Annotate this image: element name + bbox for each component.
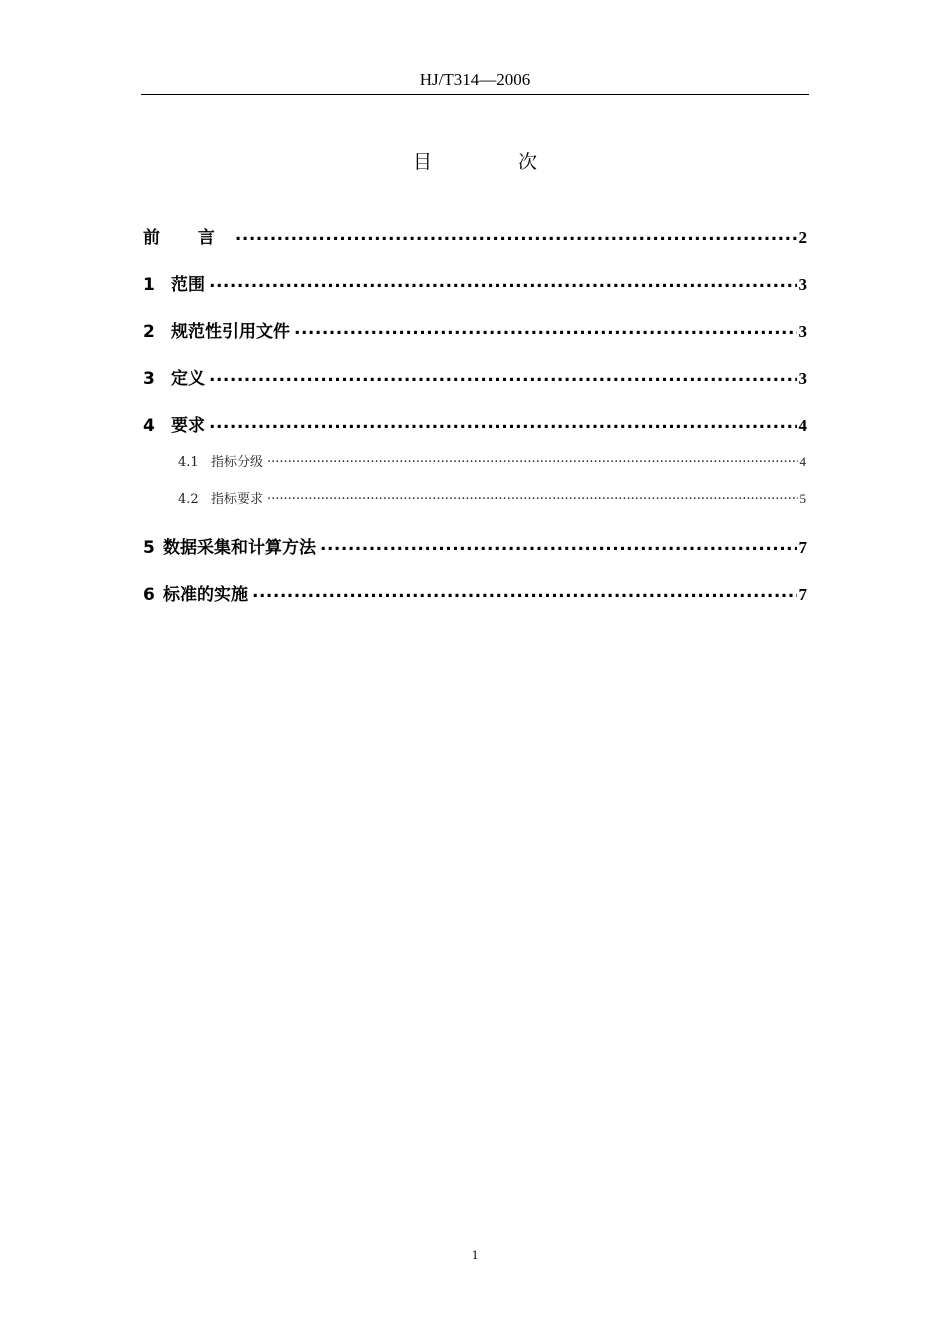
toc-entry-page: 5	[799, 491, 806, 506]
document-code-header: HJ/T314—2006	[419, 70, 531, 89]
toc-entry-page: 7	[798, 585, 807, 604]
toc-entry-page: 4	[798, 416, 807, 435]
page-number: 1	[471, 1247, 479, 1262]
toc-entry-foreword[interactable]	[143, 226, 807, 249]
toc-entry-label: 定义	[171, 369, 205, 389]
toc-entry-number: 4.1	[178, 455, 199, 470]
toc-entry-indicator-requirements[interactable]	[178, 490, 806, 509]
toc-entry-label: 标准的实施	[163, 585, 248, 605]
toc-entry-label: 指标分级	[211, 455, 264, 470]
toc-leader-dots	[267, 490, 797, 503]
toc-entry-number: 4	[143, 416, 155, 436]
toc-entry-number: 5	[143, 538, 155, 558]
toc-entry-page: 4	[799, 454, 806, 469]
toc-entry-number: 3	[143, 369, 155, 389]
toc-entry-label: 规范性引用文件	[171, 322, 290, 342]
toc-title: 目 次	[412, 151, 578, 173]
toc-leader-dots	[252, 583, 797, 600]
toc-leader-dots	[209, 367, 797, 384]
toc-entry-label: 范围	[171, 275, 205, 295]
toc-leader-dots	[209, 273, 797, 290]
toc-leader-dots	[209, 414, 797, 431]
toc-leader-dots	[320, 536, 797, 553]
toc-entry-page: 3	[798, 275, 807, 294]
toc-entry-number: 2	[143, 322, 155, 342]
toc-entry-number: 6	[143, 585, 155, 605]
header-divider	[141, 94, 809, 95]
toc-entry-page: 7	[798, 538, 807, 557]
toc-entry-page: 3	[798, 322, 807, 341]
toc-leader-dots	[294, 320, 797, 337]
toc-entry-scope[interactable]	[143, 273, 807, 296]
toc-leader-dots	[267, 453, 797, 466]
toc-entry-page: 2	[798, 228, 807, 247]
toc-entry-number: 1	[143, 275, 155, 295]
toc-entry-definitions[interactable]	[143, 367, 807, 390]
toc-entry-data-collection[interactable]	[143, 536, 807, 559]
toc-entry-label: 前 言	[143, 228, 231, 248]
toc-entry-page: 3	[798, 369, 807, 388]
toc-entry-label: 要求	[171, 416, 205, 436]
toc-entry-number: 4.2	[178, 492, 199, 507]
toc-entry-label: 数据采集和计算方法	[163, 538, 316, 558]
toc-entry-indicator-grading[interactable]	[178, 453, 806, 472]
toc-entry-requirements[interactable]	[143, 414, 807, 437]
toc-leader-dots	[235, 226, 797, 243]
toc-entry-label: 指标要求	[211, 492, 264, 507]
toc-entry-normative-references[interactable]	[143, 320, 807, 343]
toc-entry-implementation[interactable]	[143, 583, 807, 606]
